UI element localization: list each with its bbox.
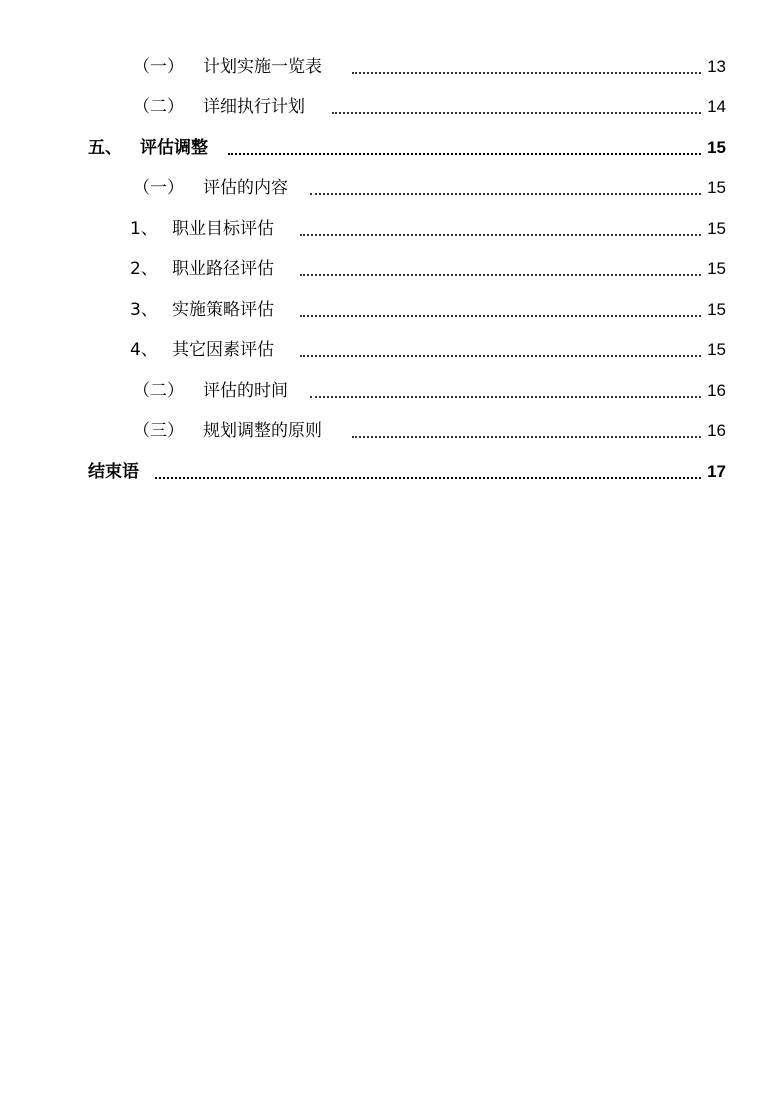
toc-entry[interactable] bbox=[0, 290, 774, 330]
toc-page-number: 13 bbox=[707, 57, 726, 76]
toc-dot-leader bbox=[300, 234, 701, 236]
toc-dot-leader bbox=[300, 355, 701, 357]
toc-entry[interactable] bbox=[0, 87, 774, 127]
toc-entry-label bbox=[130, 209, 274, 249]
toc-entry-label bbox=[130, 330, 274, 370]
toc-dot-leader bbox=[352, 436, 701, 438]
toc-page-number: 17 bbox=[707, 462, 726, 481]
toc-dot-leader bbox=[352, 72, 701, 74]
toc-entry[interactable] bbox=[0, 330, 774, 370]
toc-dot-leader bbox=[155, 477, 701, 479]
toc-entry-label bbox=[133, 47, 322, 87]
toc-entry-label bbox=[130, 290, 274, 330]
toc-entry-title: 结束语 bbox=[88, 462, 139, 482]
toc-entry[interactable] bbox=[0, 371, 774, 411]
toc-entry[interactable] bbox=[0, 47, 774, 87]
toc-entry-label bbox=[130, 249, 274, 289]
toc-entry-number: 3、 bbox=[130, 300, 158, 320]
toc-dot-leader bbox=[228, 153, 701, 155]
toc-entry[interactable] bbox=[0, 168, 774, 208]
toc-entry-number: 1、 bbox=[130, 219, 158, 239]
toc-dot-leader bbox=[300, 315, 701, 317]
toc-dot-leader bbox=[310, 396, 701, 398]
toc-page-number: 15 bbox=[707, 300, 726, 319]
toc-page-number: 15 bbox=[707, 138, 726, 157]
toc-entry-number: 4、 bbox=[130, 340, 158, 360]
toc-entry[interactable] bbox=[0, 209, 774, 249]
toc-entry-label bbox=[133, 168, 288, 208]
toc-entry-number: （一） bbox=[133, 178, 184, 198]
toc-entry-number: （一） bbox=[133, 57, 184, 77]
toc-page-number: 15 bbox=[707, 259, 726, 278]
toc-dot-leader bbox=[300, 274, 701, 276]
toc-entry-number: （三） bbox=[133, 421, 184, 441]
toc-entry-title: 职业目标评估 bbox=[172, 219, 274, 239]
toc-entry[interactable] bbox=[0, 128, 774, 168]
toc-dot-leader bbox=[332, 112, 701, 114]
toc-entry-title: 职业路径评估 bbox=[172, 259, 274, 279]
toc-page-number: 16 bbox=[707, 381, 726, 400]
toc-entry-label bbox=[133, 411, 322, 451]
toc-page-number: 16 bbox=[707, 421, 726, 440]
toc-dot-leader bbox=[310, 193, 701, 195]
toc-entry-title: 评估的内容 bbox=[203, 178, 288, 198]
toc-entry-label bbox=[88, 452, 139, 492]
toc-entry-title: 其它因素评估 bbox=[172, 340, 274, 360]
toc-page-number: 15 bbox=[707, 178, 726, 197]
toc-entry[interactable] bbox=[0, 452, 774, 492]
toc-entry-number: （二） bbox=[133, 97, 184, 117]
toc-entry-title: 评估调整 bbox=[140, 138, 208, 158]
toc-entry-title: 评估的时间 bbox=[203, 381, 288, 401]
toc-entry-title: 详细执行计划 bbox=[203, 97, 305, 117]
toc-entry-number: （二） bbox=[133, 381, 184, 401]
toc-entry-title: 计划实施一览表 bbox=[203, 57, 322, 77]
toc-entry-label bbox=[133, 371, 288, 411]
toc-entry-number: 五、 bbox=[88, 138, 122, 158]
toc-entry-label bbox=[133, 87, 305, 127]
toc-page-number: 15 bbox=[707, 219, 726, 238]
toc-entry-title: 实施策略评估 bbox=[172, 300, 274, 320]
toc-entry[interactable] bbox=[0, 411, 774, 451]
toc-entry[interactable] bbox=[0, 249, 774, 289]
toc-entry-number: 2、 bbox=[130, 259, 158, 279]
toc-page-number: 15 bbox=[707, 340, 726, 359]
toc-entry-title: 规划调整的原则 bbox=[203, 421, 322, 441]
toc-page-number: 14 bbox=[707, 97, 726, 116]
toc-entry-label bbox=[88, 128, 208, 168]
